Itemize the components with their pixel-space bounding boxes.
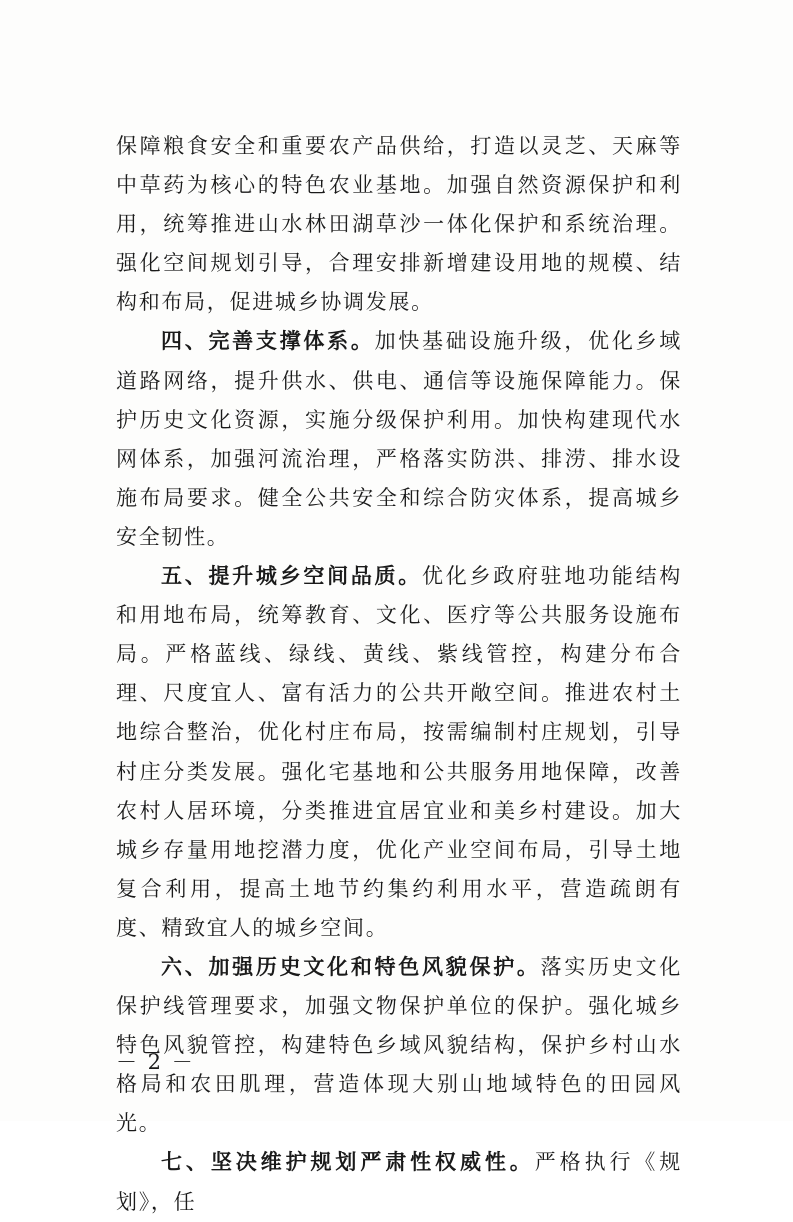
paragraph-text: 严格执行《规划》，任 [116,1150,683,1214]
section-heading: 六、加强历史文化和特色风貌保护。 [161,954,541,979]
section-heading: 四、完善支撑体系。 [161,329,375,354]
paragraph-text: 保障粮食安全和重要农产品供给，打造以灵芝、天麻等中草药为核心的特色农业基地。加强自然资源保护和利用，统筹推进山水林田湖草沙一体化保护和系统治理。强化空间规划引导，合理安排新增建设用地的规模、结构和布局，促进城乡协调发展。 [116,134,682,315]
paragraph-support-system [116,322,682,557]
section-heading: 七、坚决维护规划严肃性权威性。 [161,1150,535,1175]
paragraph-spatial-quality [116,557,682,948]
paragraph-text: 优化乡政府驻地功能结构和用地布局，统筹教育、文化、医疗等公共服务设施布局。严格蓝线、绿线、黄线、紫线管控，构建分布合理、尺度宜人、富有活力的公共开敞空间。推进农村土地综合整治，优化村庄布局，按需编制村庄规划，引导村庄分类发展。强化宅基地和公共服务用地保障，改善农村人居环境，分类推进宜居宜业和美乡村建设。加大城乡存量用地挖潜力度，优化产业空间布局，引导土地复合利用，提高土地节约集约利用水平，营造疏朗有度、精致宜人的城乡空间。 [116,564,682,940]
page-number: － 2 － [116,1050,195,1074]
paragraph-continuation [116,127,682,322]
paragraph-text: 落实历史文化保护线管理要求，加强文物保护单位的保护。强化城乡特色风貌管控，构建特色乡域风貌结构，保护乡村山水格局和农田肌理，营造体现大别山地域特色的田园风光。 [116,954,682,1136]
paragraph-plan-authority [116,1143,682,1221]
paragraph-text: 加快基础设施升级，优化乡域道路网络，提升供水、供电、通信等设施保障能力。保护历史文化资源，实施分级保护利用。加快构建现代水网体系，加强河流治理，严格落实防洪、排涝、排水设施布局要求。健全公共安全和综合防灾体系，提高城乡安全韧性。 [116,329,682,549]
section-heading: 五、提升城乡空间品质。 [161,564,423,589]
